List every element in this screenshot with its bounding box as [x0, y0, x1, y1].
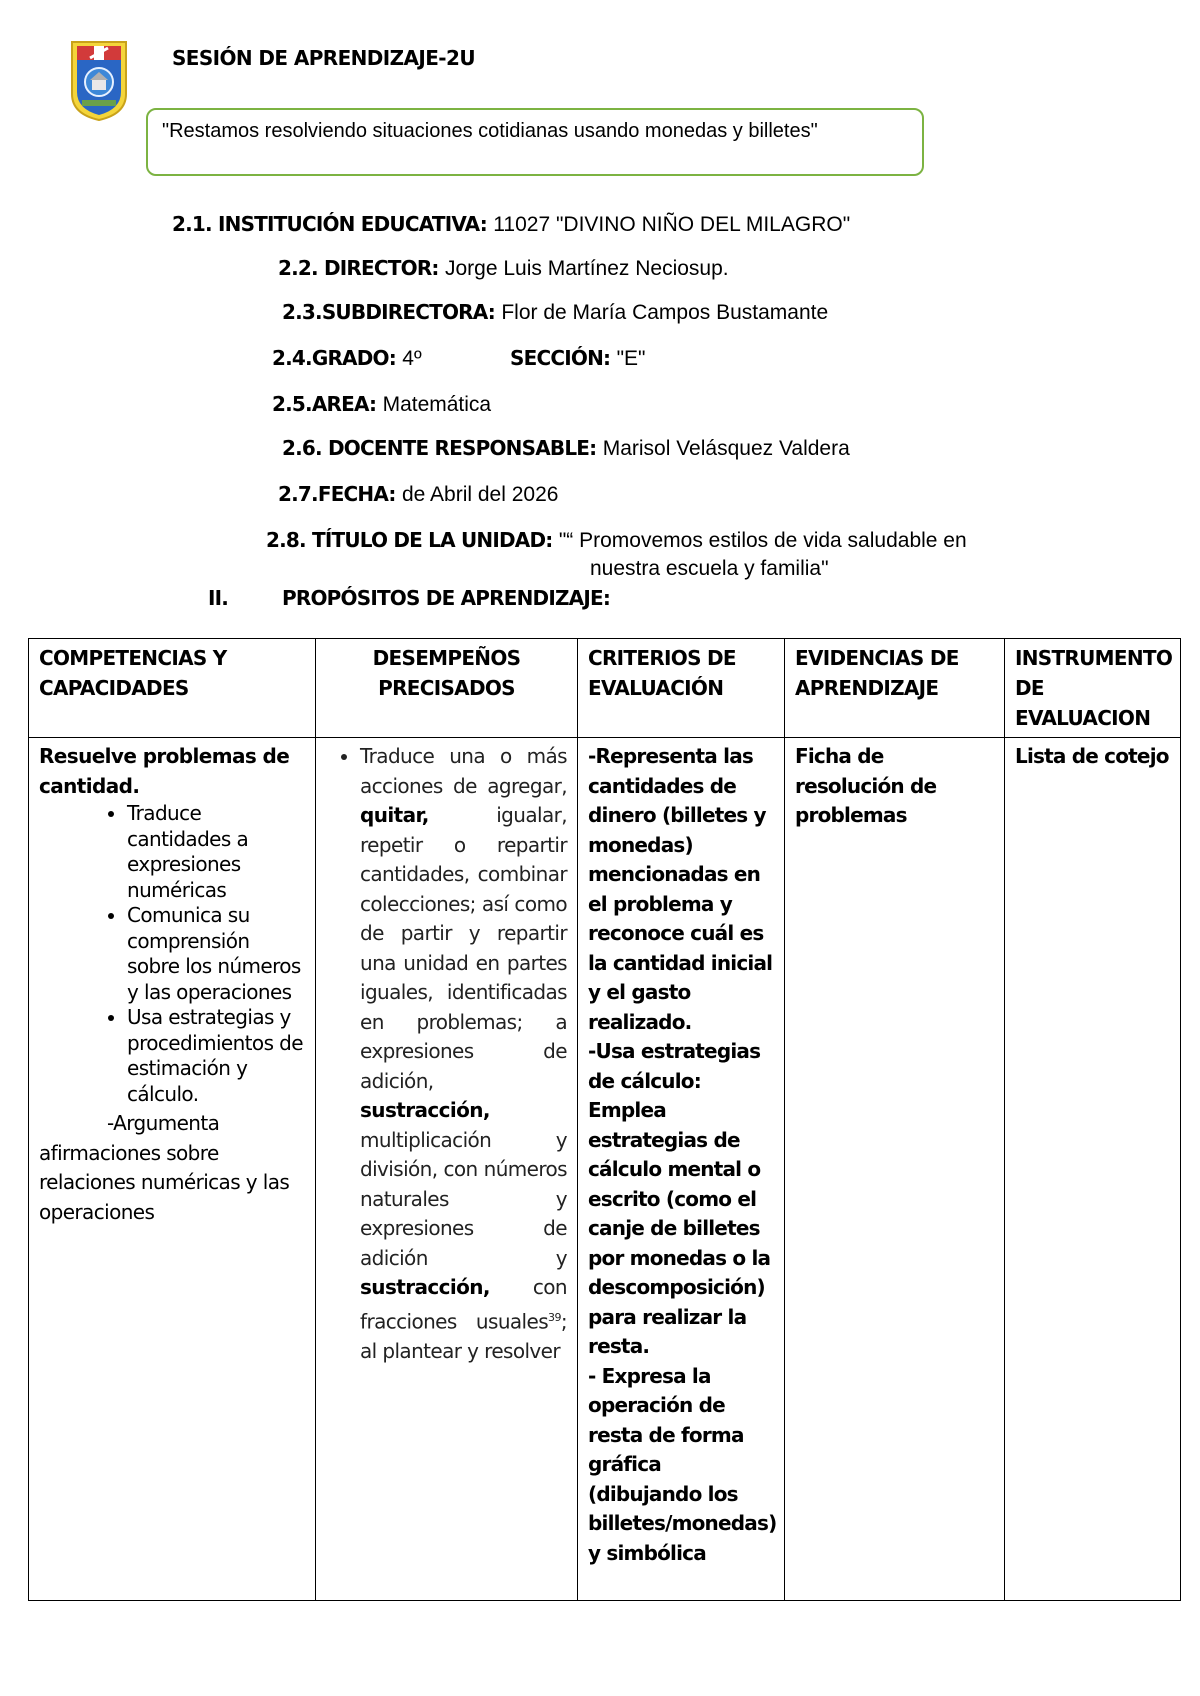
list-item: • Traduce cantidades a expresiones numéricas: [127, 801, 305, 903]
capacidades-list: [39, 801, 305, 1107]
field-titulo-unidad: 2.8. TÍTULO DE LA UNIDAD: "“ Promovemos estilos de vida saludable en: [266, 528, 967, 552]
list-item: • Traduce una o más acciones de agregar, quitar, igualar, repetir o repartir cantidades, combinar colecciones; así como de partir y repartir una unidad en partes iguales, identificadas en problemas; a expresiones de adición, sustracción, multiplicación y división, con números naturales y expresiones de adición y sustracción, con fracciones usuales$^{39}$; al plantear y resolver: [360, 742, 567, 1366]
cell-evidencias: Ficha de resolución de problemas: [785, 738, 1005, 1601]
section-heading: PROPÓSITOS DE APRENDIZAJE:: [282, 586, 611, 610]
desempenos-list: [326, 742, 567, 1366]
field-area: 2.5.AREA: Matemática: [272, 392, 492, 416]
session-title-box: [146, 108, 924, 176]
header-desempenos: DESEMPEÑOS PRECISADOS: [316, 639, 578, 738]
field-fecha: 2.7.FECHA: de Abril del 2026: [278, 482, 559, 506]
session-title-text: "Restamos resolviendo situaciones cotidianas usando monedas y billetes": [162, 120, 818, 142]
argumenta-text: -Argumenta afirmaciones sobre relaciones numéricas y las operaciones: [39, 1111, 290, 1224]
competencia-title: Resuelve problemas de cantidad.: [39, 744, 290, 798]
header-competencias: COMPETENCIAS Y CAPACIDADES: [29, 639, 316, 738]
cell-competencias: [29, 738, 316, 1601]
field-seccion: SECCIÓN: "E": [510, 346, 646, 370]
list-item: • Usa estrategias y procedimientos de estimación y cálculo.: [127, 1005, 305, 1107]
criterio-item: - Expresa la operación de resta de forma gráfica (dibujando los billetes/monedas) y simbólica: [588, 1363, 777, 1565]
header-instrumento: INSTRUMENTO DE EVALUACION: [1005, 639, 1181, 738]
field-director: 2.2. DIRECTOR: Jorge Luis Martínez Neciosup.: [278, 256, 729, 280]
cell-desempenos: [316, 738, 578, 1601]
header-criterios: CRITERIOS DE EVALUACIÓN: [578, 639, 785, 738]
header-evidencias: EVIDENCIAS DE APRENDIZAJE: [785, 639, 1005, 738]
table-row: [29, 738, 1181, 1601]
cell-instrumento: Lista de cotejo: [1005, 738, 1181, 1601]
cell-criterios: [578, 738, 785, 1601]
field-subdirectora: 2.3.SUBDIRECTORA: Flor de María Campos Bustamante: [282, 300, 829, 324]
school-crest-logo: [68, 36, 130, 122]
field-grado: 2.4.GRADO: 4º: [272, 346, 422, 370]
page-title: SESIÓN DE APRENDIZAJE-2U: [172, 46, 475, 70]
criterio-item: -Usa estrategias de cálculo: Emplea estrategias de cálculo mental o escrito (como el canje de billetes por monedas o la descomposición) para realizar la resta.: [588, 1039, 771, 1358]
criterio-item: -Representa las cantidades de dinero (billetes y monedas) mencionadas en el problema y reconoce cuál es la cantidad inicial y el gasto realizado.: [588, 744, 773, 1034]
field-titulo-unidad-line2: nuestra escuela y familia": [590, 557, 829, 580]
section-number: II.: [208, 586, 229, 610]
list-item: • Comunica su comprensión sobre los números y las operaciones: [127, 903, 305, 1005]
table-header-row: [29, 639, 1181, 738]
purposes-table: [28, 638, 1181, 1601]
field-docente: 2.6. DOCENTE RESPONSABLE: Marisol Velásquez Valdera: [282, 436, 850, 460]
field-institucion: 2.1. INSTITUCIÓN EDUCATIVA: 11027 "DIVINO NIÑO DEL MILAGRO": [172, 212, 851, 236]
